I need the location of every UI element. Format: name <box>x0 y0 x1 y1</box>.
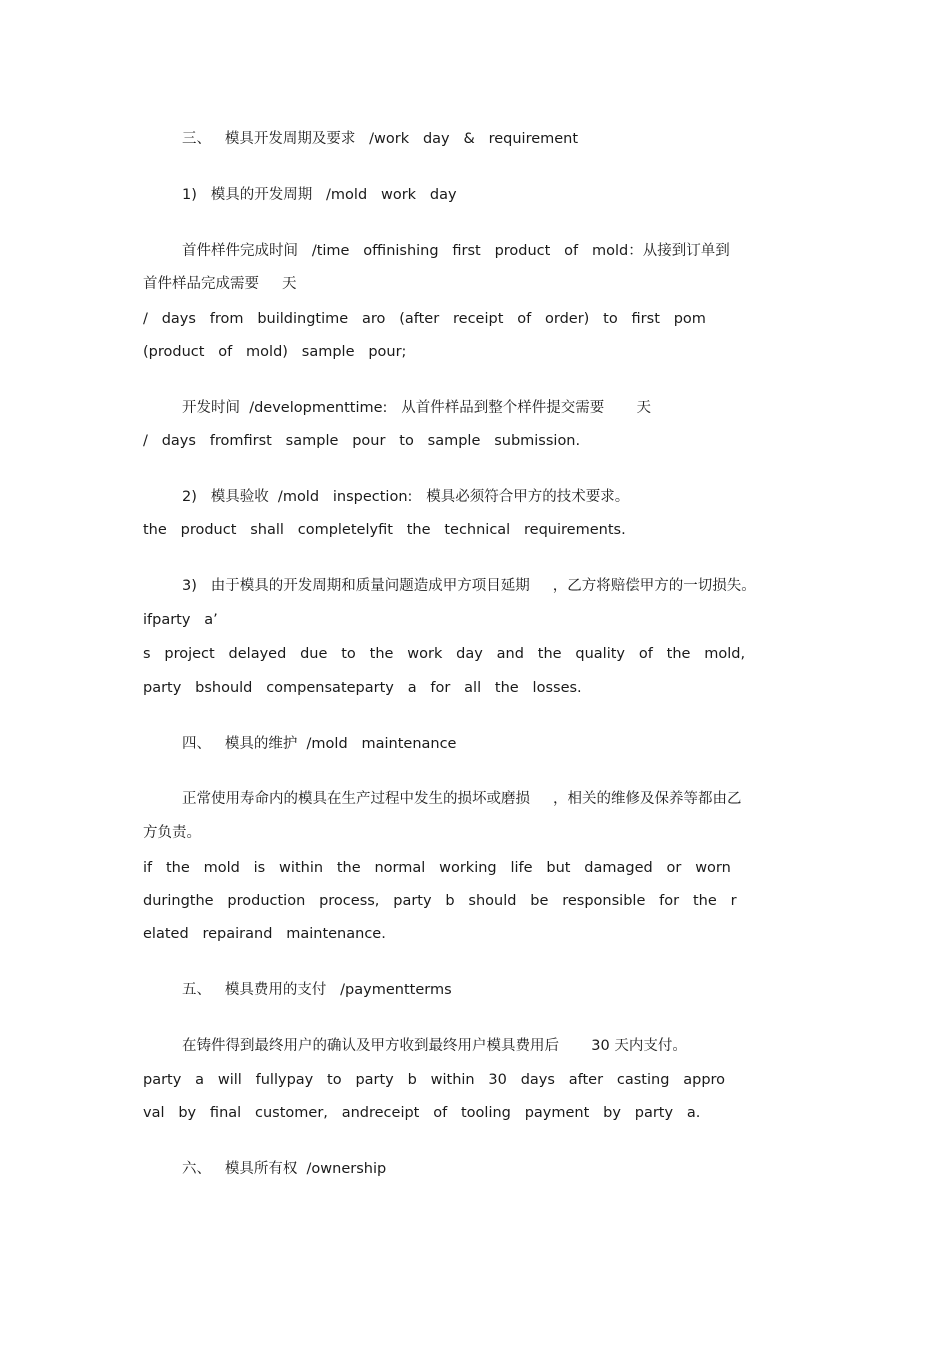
paragraph-line: 首件样件完成时间 /time offinishing first product of mold：从接到订单到 <box>182 243 730 259</box>
section-heading-4: 四、 模具的维护 /mold maintenance <box>182 736 457 752</box>
paragraph-line: / days from buildingtime aro (after receipt of order) to first pom <box>143 311 706 327</box>
subsection-heading-mold-work-day: 1) 模具的开发周期 /mold work day <box>182 187 457 203</box>
paragraph-line: 方负责。 <box>143 825 201 841</box>
paragraph-line: party a will fullypay to party b within 30 days after casting appro <box>143 1072 726 1088</box>
paragraph-line: party bshould compensateparty a for all the losses. <box>143 680 582 696</box>
section-heading-6: 六、 模具所有权 /ownership <box>182 1161 387 1177</box>
paragraph-line: 正常使用寿命内的模具在生产过程中发生的损坏或磨损 ，相关的维修及保养等都由乙 <box>182 791 742 807</box>
paragraph-line: 在铸件得到最终用户的确认及甲方收到最终用户模具费用后 30 天内支付。 <box>182 1038 687 1054</box>
section-heading-3: 三、 模具开发周期及要求 /work day & requirement <box>182 131 579 147</box>
paragraph-line: elated repairand maintenance. <box>143 926 386 942</box>
paragraph-line: duringthe production process, party b should be responsible for the r <box>143 893 737 909</box>
paragraph-line: (product of mold) sample pour; <box>143 344 407 360</box>
paragraph-line: 首件样品完成需要 天 <box>143 276 297 292</box>
subsection-heading-delay: 3) 由于模具的开发周期和质量问题造成甲方项目延期 ，乙方将赔偿甲方的一切损失。 <box>182 578 756 594</box>
subsection-heading-mold-inspection: 2) 模具验收 /mold inspection: 模具必须符合甲方的技术要求。 <box>182 489 630 505</box>
paragraph-line: val by final customer, andreceipt of tooling payment by party a. <box>143 1105 701 1121</box>
paragraph-line: 开发时间 /developmenttime: 从首件样品到整个样件提交需要 天 <box>182 400 651 416</box>
paragraph-line: / days fromfirst sample pour to sample submission. <box>143 433 581 449</box>
paragraph-line: if the mold is within the normal working life but damaged or worn <box>143 860 731 876</box>
paragraph-line: the product shall completelyfit the technical requirements. <box>143 522 626 538</box>
paragraph-line: ifparty a’ <box>143 612 218 628</box>
section-heading-5: 五、 模具费用的支付 /paymentterms <box>182 982 452 998</box>
paragraph-line: s project delayed due to the work day and the quality of the mold, <box>143 646 746 662</box>
